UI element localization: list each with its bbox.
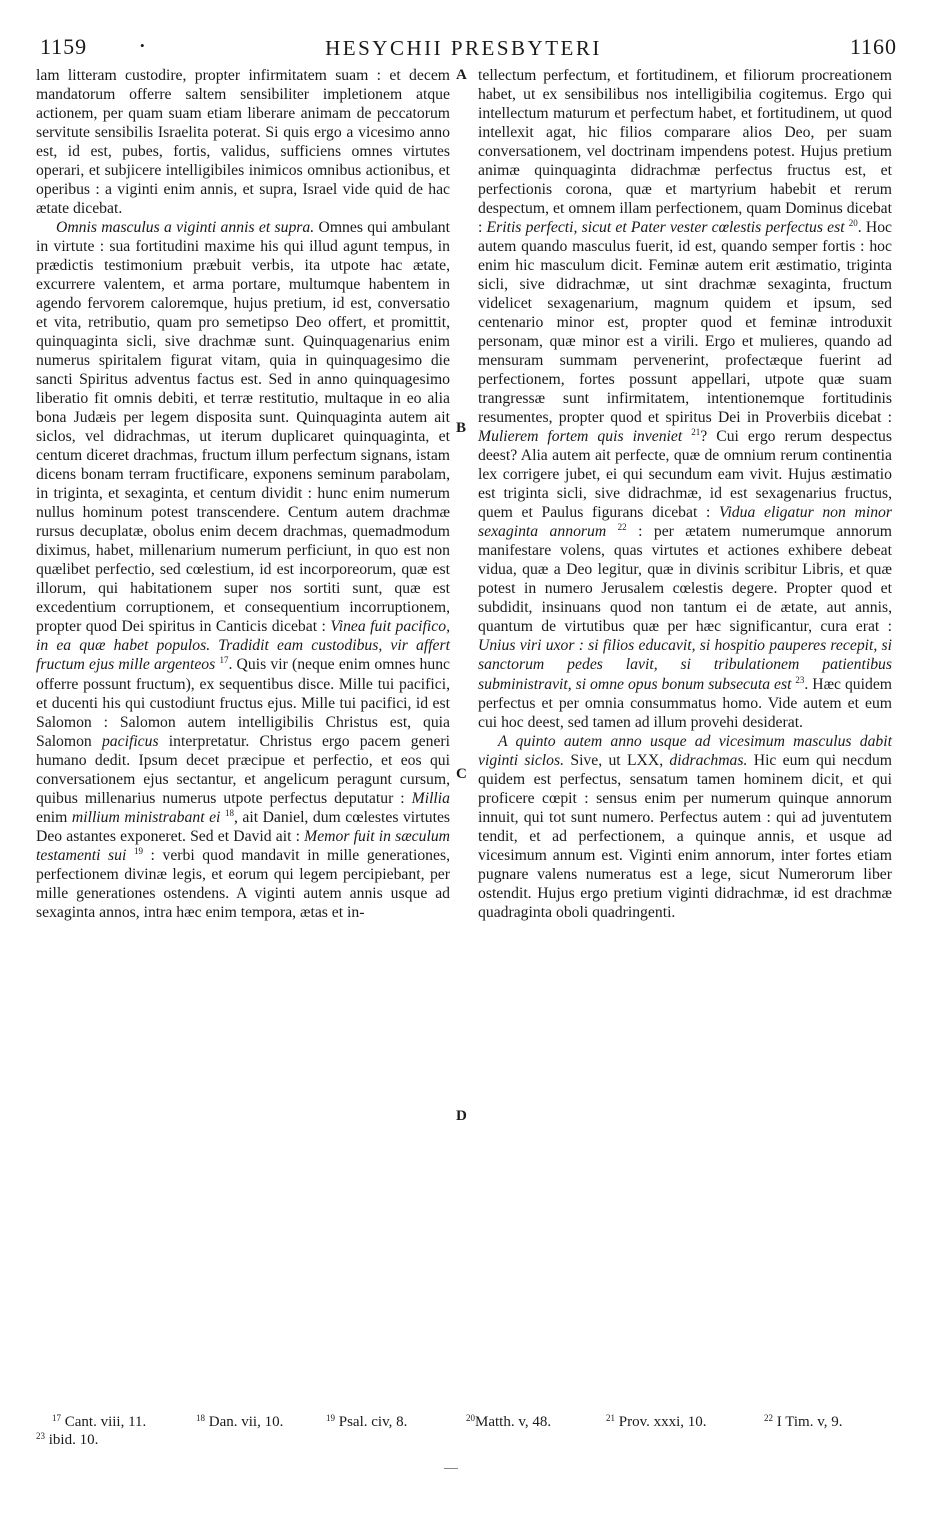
footnote-number: 19	[326, 1413, 335, 1423]
scripture-quote: Unius viri uxor : si filios educavit, si hospitio pauperes recepit, si sanctorum pedes lavit, si tribulationem patientibus subministravit, si omne opus bonum subsecuta est	[478, 637, 892, 693]
paragraph-text: . Quis vir (neque enim omnes hunc offerre possunt fructum), ex sequentibus disce. Mille tui pacifici, et ducenti his qui custodiunt fructus ejus. Mille tui pacifici, id est Salomon : Salomon autem intelligibilis Christus est, quia Salomon	[36, 656, 450, 750]
footnote-text: I Tim. v, 9.	[773, 1414, 843, 1430]
paragraph	[478, 732, 892, 922]
footnote-ref: 22	[617, 522, 627, 533]
footnote	[52, 1413, 146, 1431]
scripture-quote: Eritis perfecti, sicut et Pater vester cœlestis perfectus est	[486, 219, 845, 237]
paragraph-text: Sive, ut LXX,	[564, 751, 670, 769]
footnote-text: Prov. xxxi, 10.	[615, 1414, 707, 1430]
footnote-text: ibid. 10.	[45, 1432, 99, 1448]
margin-marker-a: A	[456, 67, 467, 83]
paragraph-text: tellectum perfectum, et fortitudinem, et filiorum procreationem habet, ut ex sensibilibus nos intelligibilia cogitemus. Ergo qui intellectum maturum et perfectum habet, et fortitudinem, ut quod intellexit agat, hic filios comparare alios Deo, per suam conversationem, vel doctrinam impendens potest. Hujus pretium animæ quinquaginta didrachmæ perfectus fructus est, et perfectionis corona, quæ et martyrium habebit et rerum despectum, et omnem illam perfectionem, quam Dominus dicebat :	[478, 67, 892, 237]
footnote	[606, 1413, 707, 1431]
footnote	[764, 1413, 842, 1431]
footnote-number: 23	[36, 1431, 45, 1441]
paragraph-text: : verbi quod mandavit in mille generationes, perfectionem divinæ legis, et eorum qui legem percipiebant, per mille generationes ostendens. A viginti autem annis usque ad sexaginta annos, intra hæc enim tempora, ætas et in-	[36, 846, 451, 921]
paragraph-text: : per ætatem numerumque annorum manifestare volens, quas virtutes et actiones exhibere debeat vidua, quæ a Deo legitur, quæ in divinis scribitur Libris, et quæ potest in numero Jerusalem cœlestis degere. Propter quod et subdidit, insinuans quod non tantum ei de ætate, aut annis, quantum de virtutibus quæ per hæc significantur, cura erat :	[478, 523, 892, 636]
margin-marker-c: C	[456, 766, 467, 782]
margin-marker-b: B	[456, 420, 467, 436]
paragraph-text: . Hæc quidem perfectus et per omnia consummatus homo. Vide autem et eum cui hoc deest, sed tamen ad illum provehi desiderat.	[478, 675, 893, 731]
footnote-number: 17	[52, 1413, 61, 1423]
paragraph-text: Omnes qui ambulant in virtute : sua fortitudini maxime his qui illud agunt tempus, in prædictis testimonium præbuit verbis, ita utpote hac ætate, excurrere valentem, et arma portare, multumque habentem in agendo fervorem caloremque, hujus pretium, id est, conversatio et vita, retributio, quam pro semetipso Deo offert, et promittit, quinquaginta sicli, sive drachmæ sunt. Quinquagenarius enim numerus spiritalem figurat vitam, quia in quinquagesimo die sancti Spiritus adventus factus est. Sed in anno quinquagesimo liberatio fit omnis debiti, et terræ restitutio, multaque in eo alia bona Judæis per legem disposita sunt. Quinquaginta autem ait siclos, vel didrachmas, ut iterum duplicaret quinquaginta, et centum diceret drachmas, fructum illum perfectum signans, istam dicens bonam terram fructificare, exponens seminum parabolam, in triginta, et sexaginta, et centum dividit : hunc enim numerum nullus hominum potest transcendere. Centum autem drachmæ rursus decuplatæ, obolus enim decem drachmas, quemadmodum diximus, habet, millenarium numerum perficiunt, in quo est non quælibet perfectio, sed cœlestium, id est incorporeorum, quæ est illorum, qui habitationem super nos sortiti sunt, quæ est excedentium corruptionem, et consequentium incorruptionem, propter quod Dei spiritus in Canticis dicebat :	[36, 219, 450, 636]
footnotes	[36, 1413, 896, 1449]
paragraph	[478, 66, 892, 732]
right-page-number: 1160	[849, 34, 897, 59]
italic-word: pacificus	[101, 732, 159, 750]
scripture-quote: Vidua eligatur non minor sexaginta annorum	[478, 504, 892, 541]
footnote	[326, 1413, 407, 1431]
scripture-quote: Millia	[411, 789, 450, 807]
footnote-number: 18	[196, 1413, 205, 1423]
footnote-ref: 17	[219, 655, 229, 666]
footnote-number: 20	[466, 1413, 475, 1423]
paragraph-text: lam litteram custodire, propter infirmitatem suam : et decem mandatorum offerre saltem sensibiliter impletionem atque actionem, per quam suam etiam liberare animam de peccatorum servitute sensibilis Israelita poterat. Si quis ergo a vicesimo anno est, id est, pubes, fortis, validus, sufficiens omnes virtutes operari, et subjicere intelligibiles inimicos omnibus actionibus, et operibus : a viginti enim annis, et supra, Israel vide quid de hac ætate dicebat.	[36, 67, 450, 218]
header-dot: •	[140, 38, 145, 53]
paragraph-text: Hic eum qui necdum quidem est perfectus, sensatum tamen hominem dicit, et qui proficere cœpit : sensus enim per numerum quinque annorum innuit, qui tot sunt numero. Perfectus autem : qui ad juventutem tendit, et ad perfectionem, a quinque annis, et usque ad vicesimum annum est. Viginti enim annorum, inter fortes etiam pugnare valens numeratus est a lege, sicut Numerorum liber ostendit. Hujus ergo pretium viginti didrachmæ, id est drachmæ quadraginta oboli quadringenti.	[478, 751, 892, 921]
page-header	[0, 34, 927, 64]
footnote-number: 21	[606, 1413, 615, 1423]
scripture-quote: Vinea fuit pacifico, in ea quæ habet populos. Tradidit eam custodibus, vir affert fructum ejus mille argenteos	[36, 618, 450, 674]
scripture-quote: millium ministrabant ei	[71, 808, 221, 826]
paragraph-text: , ait Daniel, dum cœlestes virtutes Deo astantes exponeret. Sed et David ait :	[36, 808, 451, 845]
footnote-ref: 20	[848, 218, 858, 229]
lemma: Omnis masculus a viginti annis et supra.	[56, 219, 315, 237]
footnote-ref: 21	[691, 427, 701, 438]
footnote-row	[36, 1413, 896, 1431]
footnote-text: Cant. viii, 11.	[61, 1414, 147, 1430]
footnote	[196, 1413, 283, 1431]
running-title: HESYCHII PRESBYTERI	[325, 36, 602, 60]
left-page-number: 1159	[40, 34, 88, 59]
margin-marker-d: D	[456, 1108, 467, 1124]
paragraph-text: ? Cui ergo rerum despectus deest? Alia autem ait perfecte, quæ de omnium rerum continentia lex corrigere jubet, ei qui secundum eam vivit. Hujus æstimatio est triginta sicli, sive didrachmæ, id est sexagenarius fructus, quem et Paulus figurans dicebat :	[478, 428, 893, 522]
scripture-quote: Memor fuit in sæculum testamenti sui	[36, 827, 450, 864]
lemma: A quinto autem anno usque ad vicesimum masculus dabit viginti siclos.	[478, 732, 892, 769]
paragraph-text: interpretatur. Christus ergo pacem generi humano dedit. Ipsum decet præcipue et perfectio, et eos qui conversationem ejus sectantur, et angelicum peragunt cursum, quibus millenarius numerus utpote perfectus deputatur :	[36, 732, 451, 807]
left-column	[36, 66, 450, 922]
footnote-text: Dan. vii, 10.	[205, 1414, 284, 1430]
paragraph	[36, 66, 450, 218]
italic-word: didrachmas.	[669, 751, 748, 769]
footnote-number: 22	[764, 1413, 773, 1423]
footnote-ref: 18	[224, 807, 234, 818]
footnote	[466, 1413, 551, 1431]
scripture-quote: Mulierem fortem quis inveniet	[478, 428, 683, 446]
page-rule	[444, 1468, 458, 1469]
footnote	[36, 1431, 98, 1449]
footnote-text: Matth. v, 48.	[475, 1414, 552, 1430]
footnote-text: Psal. civ, 8.	[335, 1414, 408, 1430]
footnote-row	[36, 1431, 896, 1449]
paragraph-text: enim	[36, 808, 72, 826]
paragraph	[36, 218, 450, 922]
right-column	[478, 66, 892, 922]
paragraph-text: . Hoc autem quando masculus fuerit, id est, quando semper fortis : hoc enim hic masculum dicit. Feminæ autem erit æstimatio, triginta sicli, sive didrachmæ, ut sint drachmæ sexaginta, fructum videlicet sexagenarium, magnum quidem et ipsum, sed centenario minor est, propter quod et feminæ introduxit personam, quæ minor est a virili. Ergo et mulieres, quando ad mensuram summam pervenerint, profectæque fuerint ad perfectionem, fortes possunt appellari, utpote quæ suam trangressæ sunt infirmitatem, intentionemque fortitudinis resumentes, propter quod et spiritus Dei in Proverbiis dicebat :	[478, 219, 893, 427]
footnote-ref: 23	[795, 674, 805, 685]
footnote-ref: 19	[133, 845, 143, 856]
